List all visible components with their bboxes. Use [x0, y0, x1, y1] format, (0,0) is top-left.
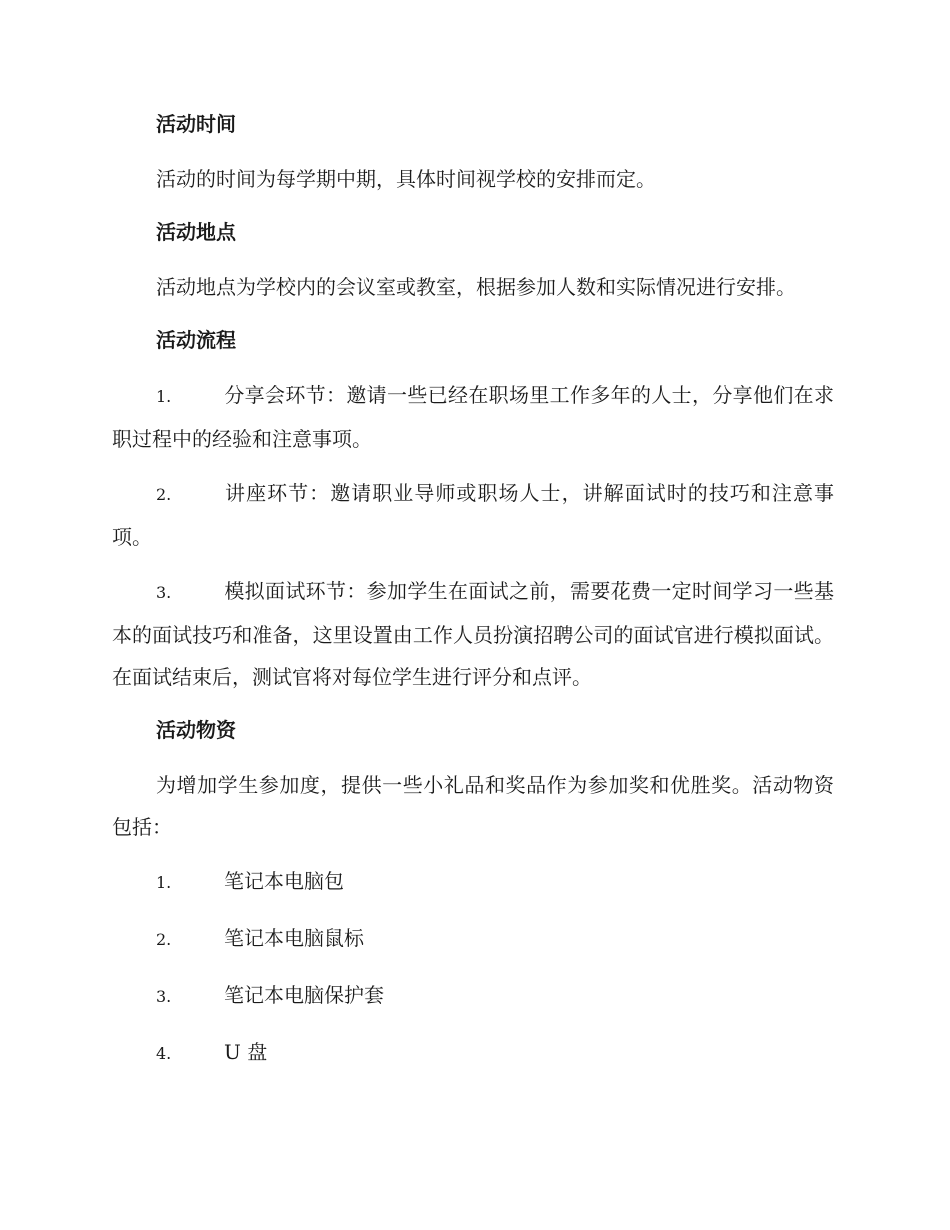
list-item-number: 2. — [156, 930, 172, 949]
list-item-text: U 盘 — [224, 1040, 268, 1064]
list-item-number: 2. — [156, 485, 172, 504]
list-item-text: 笔记本电脑保护套 — [224, 983, 384, 1007]
list-item-number: 3. — [156, 987, 172, 1006]
materials-list — [112, 860, 834, 1075]
list-item — [112, 1031, 834, 1075]
section-heading-place: 活动地点 — [156, 220, 236, 244]
list-item-number: 1. — [156, 873, 172, 892]
section-text-time: 活动的时间为每学期中期，具体时间视学校的安排而定。 — [156, 167, 656, 191]
section-heading-time: 活动时间 — [156, 112, 236, 136]
list-item-text: 分享会环节：邀请一些已经在职场里工作多年的人士，分享他们在求职过程中的经验和注意事项。 — [112, 383, 834, 451]
list-item — [112, 860, 834, 904]
list-item — [112, 917, 834, 961]
list-item-number: 3. — [156, 583, 172, 602]
section-heading-materials: 活动物资 — [156, 718, 236, 742]
list-item — [112, 374, 834, 460]
section-text-place: 活动地点为学校内的会议室或教室，根据参加人数和实际情况进行安排。 — [156, 275, 796, 299]
section-heading-process: 活动流程 — [156, 328, 236, 352]
list-item-text: 笔记本电脑鼠标 — [224, 926, 364, 950]
list-item-text: 讲座环节：邀请职业导师或职场人士，讲解面试时的技巧和注意事项。 — [112, 481, 834, 549]
list-item-number: 4. — [156, 1044, 172, 1063]
list-item-number: 1. — [156, 387, 172, 406]
list-item-text: 笔记本电脑包 — [224, 869, 344, 893]
document-content — [112, 104, 834, 1088]
list-item — [112, 974, 834, 1018]
process-list — [112, 374, 834, 698]
list-item — [112, 570, 834, 698]
section-text-materials: 为增加学生参加度，提供一些小礼品和奖品作为参加奖和优胜奖。活动物资包括： — [112, 773, 834, 839]
list-item-text: 模拟面试环节：参加学生在面试之前，需要花费一定时间学习一些基本的面试技巧和准备，这里设置由工作人员扮演招聘公司的面试官进行模拟面试。在面试结束后，测试官将对每位学生进行评分和点评。 — [112, 579, 834, 689]
list-item — [112, 472, 834, 558]
